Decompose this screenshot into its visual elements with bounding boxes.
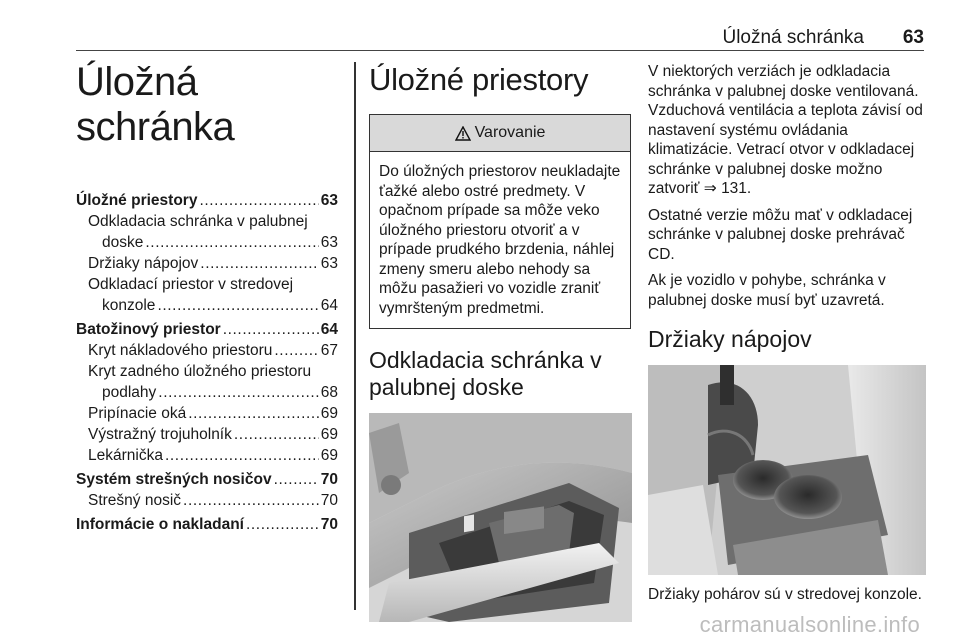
toc-entry-page: 69 [320, 426, 338, 443]
toc-entry[interactable] [76, 469, 338, 490]
toc-leader [274, 340, 318, 361]
toc-entry-label: Pripínacie oká [88, 405, 187, 422]
toc-entry-label[interactable]: Odkladacia schránka v palubnej [88, 213, 308, 230]
watermark: carmanualsonline.info [699, 612, 920, 637]
toc-entry[interactable] [76, 445, 338, 466]
toc-entry-page: 64 [320, 297, 338, 314]
toc-entry-label: doske [102, 234, 144, 251]
toc-entry-label: Kryt nákladového priestoru [88, 342, 273, 359]
toc-entry-page: 69 [320, 447, 338, 464]
toc-entry-label: Držiaky nápojov [88, 255, 199, 272]
toc-entry[interactable] [76, 490, 338, 511]
toc-leader [274, 469, 319, 490]
toc-entry-label: Úložné priestory [76, 192, 198, 209]
toc-section [76, 514, 338, 535]
warning-text: Do úložných priestorov neukladajte ťažké alebo ostré predmety. V opačnom prípade sa môže veko úložného priestoru otvoriť a v prípade prudkého brzdenia, náhlej zmeny smeru alebo nehody sa môžu pasažieri vo vozidle zraniť vymršteným predmetmi. [379, 163, 621, 317]
column-divider [354, 62, 356, 610]
toc-entry-page: 63 [320, 234, 338, 251]
running-head [76, 22, 924, 51]
toc-section [76, 190, 338, 316]
paragraph: V niektorých verziách je odkladacia schránka v palubnej doske ventilovaná. Vzduchová ventilácia a teplota závisí od nastavení systému ovládania klimatizácie. Vetrací otvor v odkladacej schránke v palubnej doske možno zatvoriť ⇒ 131. [648, 63, 923, 197]
toc-leader [199, 190, 318, 211]
toc-entry-label[interactable]: Odkladací priestor v stredovej [88, 276, 294, 293]
chapter-title: Úložná schránka [76, 60, 235, 149]
cupholder-photo [648, 365, 926, 575]
right-column [648, 62, 928, 612]
toc-entry-page: 63 [320, 255, 338, 272]
image-caption: Držiaky pohárov sú v stredovej konzole. [648, 586, 922, 603]
toc-entry[interactable] [76, 403, 338, 424]
toc-section [76, 319, 338, 466]
warning-header [370, 115, 630, 152]
toc-entry-label: Lekárnička [88, 447, 163, 464]
toc-entry-label: Systém strešných nosičov [76, 471, 272, 488]
toc-section [76, 469, 338, 511]
table-of-contents [76, 60, 338, 538]
glovebox-photo [369, 413, 632, 622]
toc-entry-page: 67 [320, 342, 338, 359]
section-heading: Úložné priestory [369, 62, 589, 97]
toc-entry-page: 63 [320, 192, 338, 209]
toc-entry-label[interactable]: Kryt zadného úložného priestoru [88, 363, 312, 380]
running-head-title: Úložná schránka [722, 27, 864, 48]
middle-column [369, 60, 632, 622]
toc-leader [223, 319, 319, 340]
subsection-heading: Odkladacia schránka v palubnej doske [369, 347, 602, 400]
warning-icon [455, 126, 471, 141]
toc-entry-page: 64 [320, 321, 338, 338]
toc-leader [234, 424, 319, 445]
page-number: 63 [902, 27, 924, 48]
toc-entry-page: 70 [320, 492, 338, 509]
toc-entry[interactable] [76, 253, 338, 274]
toc-leader [157, 295, 318, 316]
toc-entry-page: 68 [320, 384, 338, 401]
toc-entry[interactable] [76, 340, 338, 361]
toc-entry[interactable] [76, 295, 338, 316]
toc-entry-page: 70 [320, 516, 338, 533]
paragraph: Ostatné verzie môžu mať v odkladacej schránke v palubnej doske prehrávač CD. [648, 206, 913, 263]
warning-box [369, 114, 631, 329]
toc-leader [183, 490, 319, 511]
toc-leader [158, 382, 318, 403]
subsection-heading: Držiaky nápojov [648, 326, 812, 352]
toc-leader [165, 445, 319, 466]
toc-entry-label: Batožinový priestor [76, 321, 221, 338]
paragraph: Ak je vozidlo v pohybe, schránka v palubnej doske musí byť uzavretá. [648, 272, 886, 309]
toc-entry[interactable] [76, 232, 338, 253]
toc-entry[interactable] [76, 190, 338, 211]
toc-entry-label: podlahy [102, 384, 157, 401]
toc-entry-label: Strešný nosič [88, 492, 182, 509]
toc-entry-label: Výstražný trojuholník [88, 426, 232, 443]
toc-leader [188, 403, 319, 424]
toc-entry[interactable] [76, 514, 338, 535]
toc-entry-label: Informácie o nakladaní [76, 516, 244, 533]
toc-entry-label: konzole [102, 297, 156, 314]
toc-leader [145, 232, 318, 253]
toc-entry-page: 70 [320, 471, 338, 488]
toc-entry[interactable] [76, 319, 338, 340]
toc-entry-page: 69 [320, 405, 338, 422]
toc-entry[interactable] [76, 424, 338, 445]
toc-leader [246, 514, 319, 535]
toc-leader [200, 253, 318, 274]
warning-title: Varovanie [474, 124, 546, 141]
toc-entry[interactable] [76, 382, 338, 403]
